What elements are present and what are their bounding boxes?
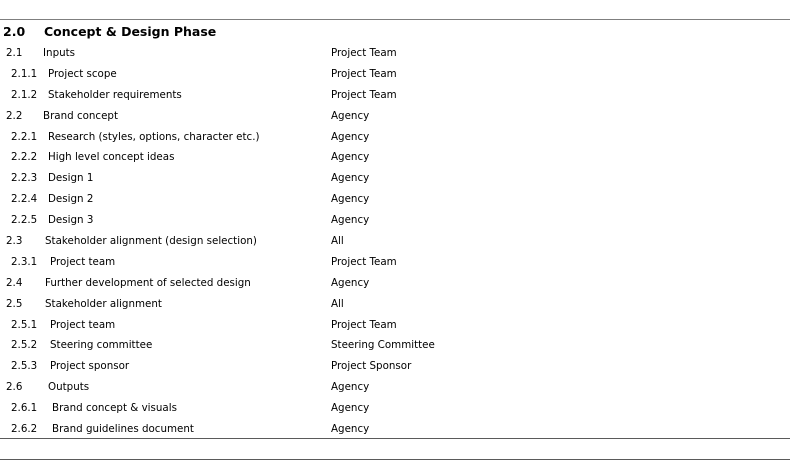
list-item bbox=[0, 377, 790, 398]
footer-rule bbox=[0, 459, 790, 460]
bottom-rule bbox=[0, 438, 790, 439]
item-label: Steering committee bbox=[50, 339, 153, 352]
item-owner: Agency bbox=[331, 214, 370, 227]
item-label: Design 2 bbox=[48, 193, 94, 206]
item-label: Research (styles, options, character etc.) bbox=[48, 130, 260, 143]
item-label: Outputs bbox=[48, 381, 90, 394]
list-item bbox=[0, 294, 790, 315]
item-label: Further development of selected design bbox=[45, 276, 251, 289]
item-owner: Project Team bbox=[331, 88, 397, 101]
item-number: 2.1.1 bbox=[11, 67, 38, 80]
item-number: 2.2.1 bbox=[11, 130, 38, 143]
task-list bbox=[0, 43, 790, 440]
item-label: Inputs bbox=[43, 47, 76, 59]
item-owner: Steering Committee bbox=[331, 339, 435, 352]
item-owner: Project Team bbox=[331, 318, 397, 331]
item-number: 2.2 bbox=[6, 109, 23, 122]
item-owner: All bbox=[331, 297, 344, 310]
list-item bbox=[0, 210, 790, 231]
list-item bbox=[0, 147, 790, 168]
list-item bbox=[0, 168, 790, 189]
list-item bbox=[0, 356, 790, 377]
item-label: Project team bbox=[50, 318, 116, 331]
item-number: 2.2.4 bbox=[11, 193, 38, 206]
item-label: Brand guidelines document bbox=[52, 423, 194, 436]
item-label: High level concept ideas bbox=[48, 151, 175, 164]
list-item bbox=[0, 419, 790, 440]
list-item bbox=[0, 189, 790, 210]
list-item bbox=[0, 43, 790, 64]
item-number: 2.1 bbox=[6, 47, 23, 59]
item-label: Project team bbox=[50, 255, 116, 268]
item-label: Design 3 bbox=[48, 214, 94, 227]
section-title: Concept & Design Phase bbox=[44, 24, 217, 39]
item-number: 2.3 bbox=[6, 235, 23, 248]
item-owner: Agency bbox=[331, 402, 370, 415]
item-number: 2.4 bbox=[6, 276, 23, 289]
list-item bbox=[0, 273, 790, 294]
item-owner: Agency bbox=[331, 151, 370, 164]
item-owner: Agency bbox=[331, 193, 370, 206]
item-number: 2.5.3 bbox=[11, 360, 38, 373]
item-number: 2.2.5 bbox=[11, 214, 38, 227]
item-number: 2.1.2 bbox=[11, 88, 38, 101]
item-number: 2.2.2 bbox=[11, 151, 38, 164]
item-owner: Agency bbox=[331, 423, 370, 436]
list-item bbox=[0, 398, 790, 419]
list-item bbox=[0, 106, 790, 127]
item-owner: Project Team bbox=[331, 47, 397, 59]
item-label: Brand concept bbox=[43, 109, 118, 122]
item-owner: Project Team bbox=[331, 255, 397, 268]
item-label: Stakeholder alignment bbox=[45, 297, 162, 310]
section-number: 2.0 bbox=[3, 24, 26, 39]
item-label: Brand concept & visuals bbox=[52, 402, 177, 415]
item-owner: Agency bbox=[331, 109, 370, 122]
list-item bbox=[0, 335, 790, 356]
item-owner: Project Team bbox=[331, 67, 397, 80]
item-label: Stakeholder requirements bbox=[48, 88, 182, 101]
section-header bbox=[0, 22, 790, 44]
item-number: 2.3.1 bbox=[11, 255, 38, 268]
item-owner: Agency bbox=[331, 172, 370, 185]
list-item bbox=[0, 127, 790, 148]
item-number: 2.5.1 bbox=[11, 318, 38, 331]
item-label: Stakeholder alignment (design selection) bbox=[45, 235, 257, 248]
item-number: 2.5.2 bbox=[11, 339, 38, 352]
item-number: 2.6 bbox=[6, 381, 23, 394]
list-item bbox=[0, 64, 790, 85]
item-owner: All bbox=[331, 235, 344, 248]
item-label: Project scope bbox=[48, 67, 117, 80]
item-owner: Project Sponsor bbox=[331, 360, 412, 373]
item-number: 2.5 bbox=[6, 297, 23, 310]
item-owner: Agency bbox=[331, 276, 370, 289]
top-rule bbox=[0, 19, 790, 20]
item-owner: Agency bbox=[331, 130, 370, 143]
item-number: 2.6.1 bbox=[11, 402, 38, 415]
list-item bbox=[0, 252, 790, 273]
item-number: 2.2.3 bbox=[11, 172, 38, 185]
list-item bbox=[0, 315, 790, 336]
item-number: 2.6.2 bbox=[11, 423, 38, 436]
list-item bbox=[0, 231, 790, 252]
item-label: Design 1 bbox=[48, 172, 94, 185]
list-item bbox=[0, 85, 790, 106]
item-label: Project sponsor bbox=[50, 360, 130, 373]
item-owner: Agency bbox=[331, 381, 370, 394]
